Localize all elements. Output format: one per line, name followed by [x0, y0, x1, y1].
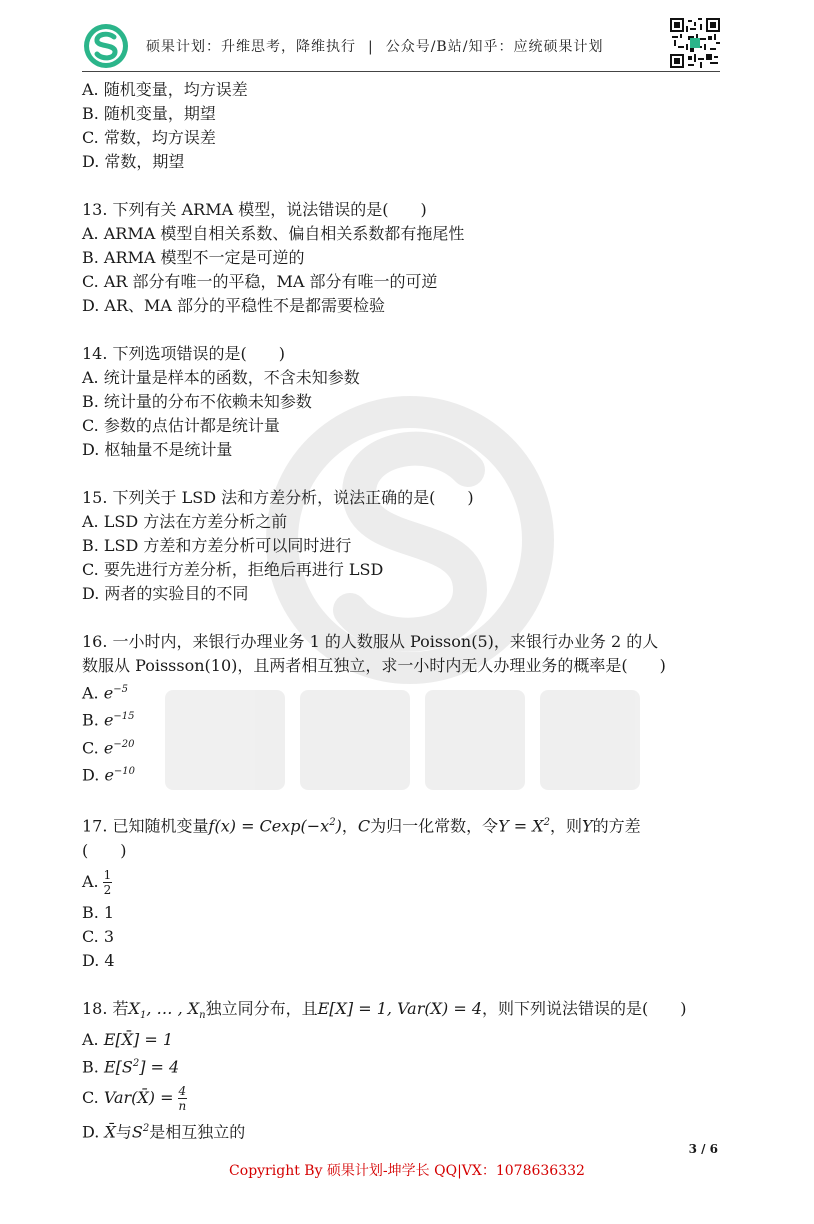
- title-formula-end: ): [335, 816, 342, 836]
- option-c: C. AR 部分有唯一的平稳，MA 部分有唯一的可逆: [82, 272, 438, 291]
- option-exponent: −20: [113, 738, 135, 750]
- fraction-numerator: 4: [178, 1084, 187, 1099]
- title-text: 17. 已知随机变量: [82, 816, 209, 836]
- option-d: [82, 760, 722, 787]
- title-formula: E[X] = 1, Var(X) = 4: [317, 998, 482, 1018]
- option-label: A.: [82, 683, 99, 703]
- question-13: [82, 198, 722, 318]
- header-separator: |: [368, 39, 374, 55]
- option-label: C.: [82, 1088, 99, 1108]
- question-17: [82, 811, 722, 972]
- option-c: [82, 733, 722, 760]
- option-b: B. 随机变量，期望: [82, 104, 216, 123]
- fraction: [178, 1084, 188, 1113]
- question-title: 15. 下列关于 LSD 法和方差分析，说法正确的是( ): [82, 488, 474, 507]
- option-c: C. 参数的点估计都是统计量: [82, 416, 280, 435]
- option-c: C. 3: [82, 926, 115, 946]
- question-title: 14. 下列选项错误的是( ): [82, 344, 286, 363]
- fraction-denominator: 2: [103, 882, 112, 897]
- title-var-y: Y: [582, 816, 593, 836]
- title-text: ，: [341, 816, 358, 836]
- previous-question-options: [82, 78, 722, 174]
- title-sub-1: 1: [139, 1009, 147, 1021]
- option-base: e: [104, 765, 114, 785]
- option-exponent: −10: [113, 765, 136, 777]
- option-exponent: −5: [113, 684, 128, 695]
- question-title-line-1: 16. 一小时内，来银行办理业务 1 的人数服从 Poisson(5)，来银行办业务 2 的人: [82, 632, 659, 651]
- option-b: [82, 705, 722, 732]
- option-b: B. LSD 方差和方差分析可以同时进行: [82, 536, 352, 555]
- title-text: 的方差: [592, 816, 641, 836]
- option-c: C. 常数，均方误差: [82, 128, 216, 147]
- option-c: C. 要先进行方差分析，拒绝后再进行 LSD: [82, 560, 384, 579]
- page-content: [82, 78, 722, 1144]
- title-var-x: X: [128, 998, 140, 1018]
- title-text: ，则: [550, 816, 583, 836]
- option-formula: Var(X̄) =: [103, 1088, 174, 1108]
- option-c: [82, 1079, 722, 1117]
- question-15: [82, 486, 722, 606]
- option-b: B. ARMA 模型不一定是可逆的: [82, 248, 305, 267]
- option-var-s: S: [131, 1122, 143, 1142]
- header-contact: 公众号/B站/知乎：应统硕果计划: [385, 39, 604, 55]
- option-label: A.: [82, 871, 99, 891]
- option-d: D. 4: [82, 950, 115, 970]
- question-title-line-2: ( ): [82, 840, 127, 860]
- option-d: D. 枢轴量不是统计量: [82, 440, 233, 459]
- option-d: D. 两者的实验目的不同: [82, 584, 249, 603]
- option-exponent: −15: [113, 711, 135, 723]
- title-text: 18. 若: [82, 998, 129, 1018]
- option-label: D.: [82, 1122, 100, 1142]
- title-formula-y-exp: 2: [543, 817, 551, 829]
- option-d: D. 常数，期望: [82, 152, 185, 171]
- option-a: [82, 863, 722, 901]
- title-text: 为归一化常数，令: [370, 816, 499, 836]
- copyright-footer: Copyright By 硕果计划-坤学长 QQ|VX：1078636332: [229, 1163, 585, 1179]
- option-a: A. 统计量是样本的函数，不含未知参数: [82, 368, 360, 387]
- option-base: e: [103, 683, 114, 703]
- header-slogan: 硕果计划：升维思考，降维执行: [146, 39, 356, 55]
- option-b: [82, 1052, 722, 1079]
- option-a: [82, 1028, 722, 1052]
- fraction-numerator: 1: [103, 867, 112, 882]
- option-var-x-bar: X̄: [104, 1122, 116, 1142]
- fraction-denominator: n: [178, 1099, 187, 1114]
- option-formula-end: ] = 4: [139, 1057, 180, 1077]
- title-text: 独立同分布，且: [205, 998, 318, 1018]
- option-a: A. ARMA 模型自相关系数、偏自相关系数都有拖尾性: [82, 224, 465, 243]
- title-formula-exp: 2: [329, 817, 336, 829]
- option-d: [82, 1117, 722, 1144]
- question-title: [82, 997, 722, 1028]
- option-a: [82, 678, 722, 705]
- option-base: e: [103, 737, 114, 757]
- title-sub-n: n: [199, 1009, 206, 1021]
- question-title: 13. 下列有关 ARMA 模型，说法错误的是( ): [82, 200, 427, 219]
- title-ellipsis: , … , X: [146, 998, 200, 1018]
- option-formula: E[X̄] = 1: [103, 1029, 174, 1049]
- question-18: [82, 997, 722, 1145]
- option-label: A.: [82, 1029, 99, 1049]
- option-label: C.: [82, 737, 99, 757]
- question-title-line-2: 数服从 Poissson(10)，且两者相互独立，求一小时内无人办理业务的概率是( ): [82, 656, 666, 675]
- title-formula: f(x) = Cexp(−x: [208, 816, 330, 836]
- option-d: D. AR、MA 部分的平稳性不是都需要检验: [82, 296, 386, 315]
- option-formula-exp: 2: [132, 1057, 140, 1069]
- title-var-c: C: [357, 816, 371, 836]
- title-formula-y: Y = X: [498, 816, 544, 836]
- option-b: B. 1: [82, 902, 115, 922]
- option-b: B. 统计量的分布不依赖未知参数: [82, 392, 312, 411]
- option-a: A. 随机变量，均方误差: [82, 80, 248, 99]
- option-label: B.: [82, 1057, 99, 1077]
- title-text: ，则下列说法错误的是( ): [482, 998, 687, 1018]
- option-a: A. LSD 方法在方差分析之前: [82, 512, 288, 531]
- fraction: [103, 868, 113, 897]
- option-text: 是相互独立的: [149, 1122, 246, 1142]
- option-base: e: [103, 710, 114, 730]
- question-14: [82, 342, 722, 462]
- option-label: D.: [82, 765, 100, 785]
- option-var-s-exp: 2: [142, 1123, 150, 1135]
- option-text: 与: [115, 1122, 132, 1142]
- question-title-line-1: [82, 811, 722, 838]
- page-number: 3 / 6: [688, 1142, 718, 1156]
- option-label: B.: [82, 710, 99, 730]
- option-formula: E[S: [103, 1057, 133, 1077]
- question-16: [82, 630, 722, 787]
